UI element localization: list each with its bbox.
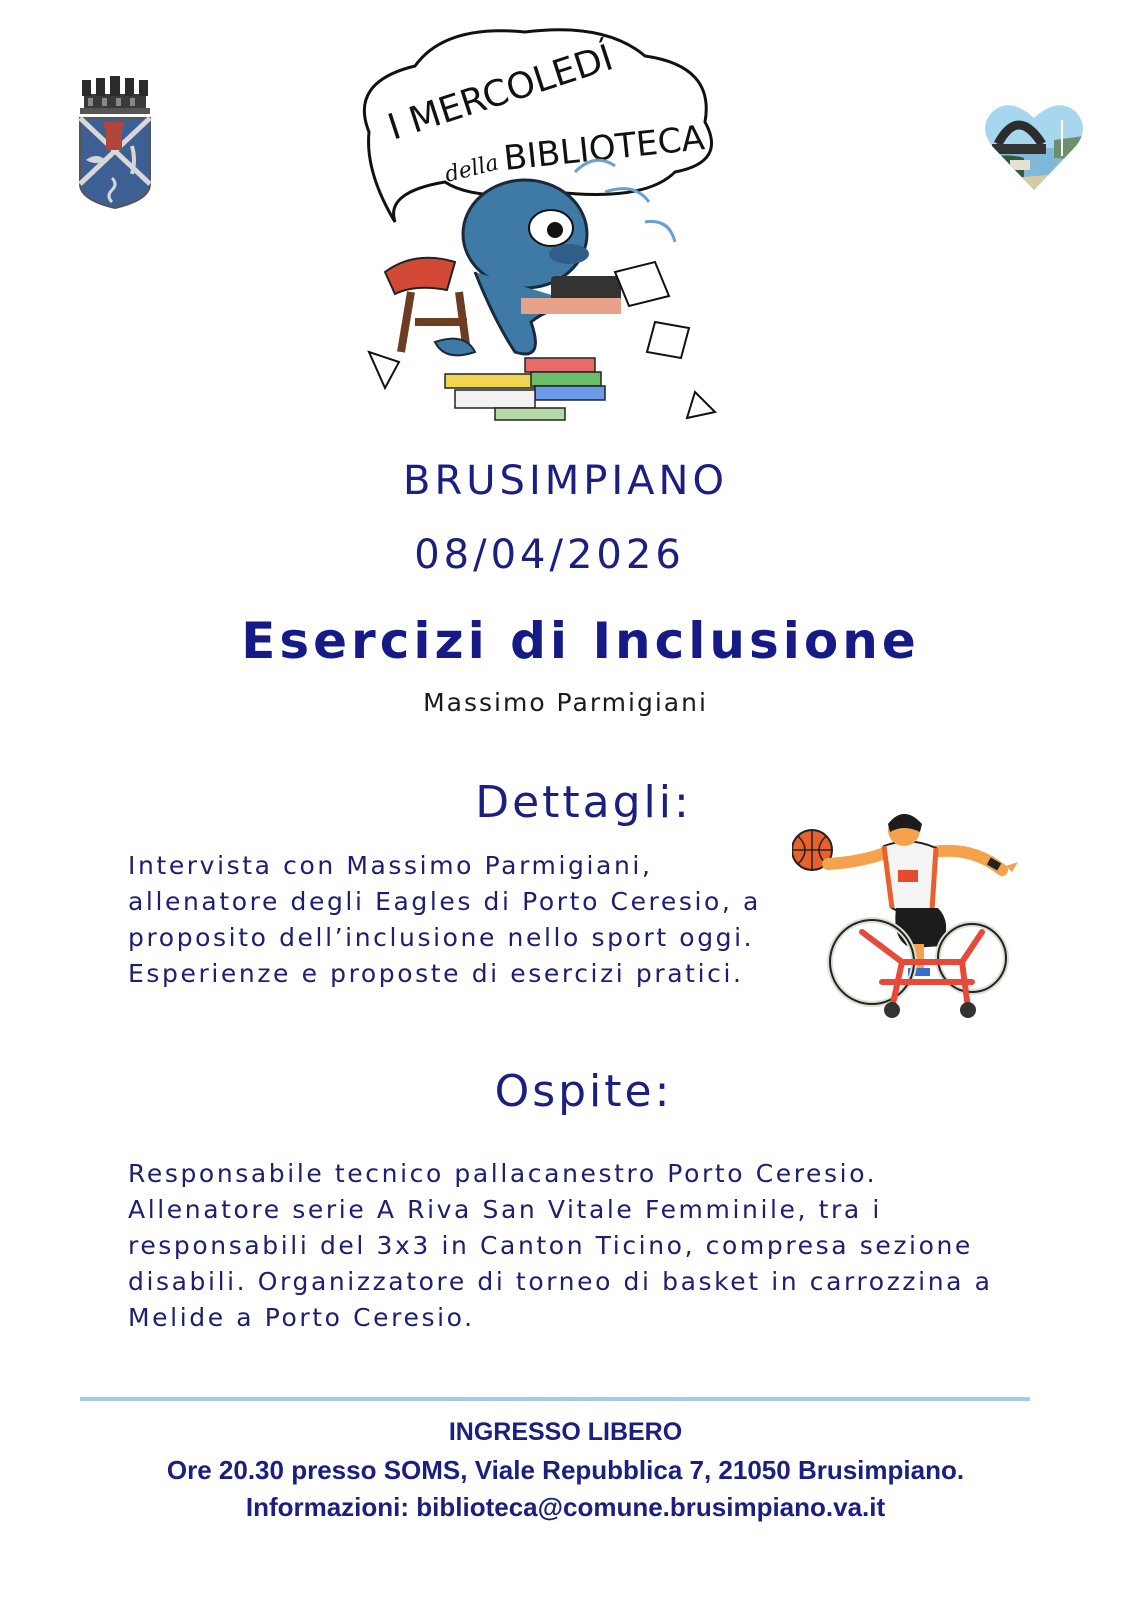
municipal-crest-icon <box>76 74 154 210</box>
logo-title-line3: BIBLIOTECA <box>501 118 707 179</box>
heart-landscape-icon <box>984 100 1084 192</box>
event-title: Esercizi di Inclusione <box>241 612 920 670</box>
details-line: Intervista con Massimo Parmigiani, <box>128 851 653 880</box>
free-entry-label: INGRESSO LIBERO <box>448 1418 683 1446</box>
event-speaker: Massimo Parmigiani <box>423 688 708 717</box>
guest-line: Melide a Porto Ceresio. <box>128 1303 475 1332</box>
contact-info: Informazioni: biblioteca@comune.brusimpiano.va.it <box>245 1492 886 1522</box>
guest-heading: Ospite: <box>494 1066 673 1117</box>
logo-title-line2: della <box>442 150 502 188</box>
guest-line: Allenatore serie A Riva San Vitale Femminile, tra i <box>128 1195 882 1224</box>
wheelchair-basketball-player-illustration <box>792 812 1022 1024</box>
event-time-location: Ore 20.30 presso SOMS, Viale Repubblica 7, 21050 Brusimpiano. <box>166 1455 965 1485</box>
biblioteca-mascot-logo <box>355 22 745 442</box>
logo-title-line1: I MERCOLEDÍ <box>383 37 619 149</box>
event-date: 08/04/2026 <box>414 532 685 578</box>
details-paragraph <box>128 848 761 992</box>
guest-line: disabili. Organizzatore di torneo di basket in carrozzina a <box>128 1267 993 1296</box>
guest-line: Responsabile tecnico pallacanestro Porto Ceresio. <box>128 1159 878 1188</box>
details-line: allenatore degli Eagles di Porto Ceresio, a <box>128 887 761 916</box>
guest-paragraph <box>128 1156 993 1336</box>
guest-line: responsabili del 3x3 in Canton Ticino, compresa sezione <box>128 1231 973 1260</box>
event-place: BRUSIMPIANO <box>403 458 728 504</box>
details-line: proposito dell’inclusione nello sport oggi. <box>128 923 755 952</box>
details-heading: Dettagli: <box>475 777 692 828</box>
details-line: Esperienze e proposte di esercizi pratici. <box>128 959 744 988</box>
footer-divider <box>80 1397 1030 1401</box>
